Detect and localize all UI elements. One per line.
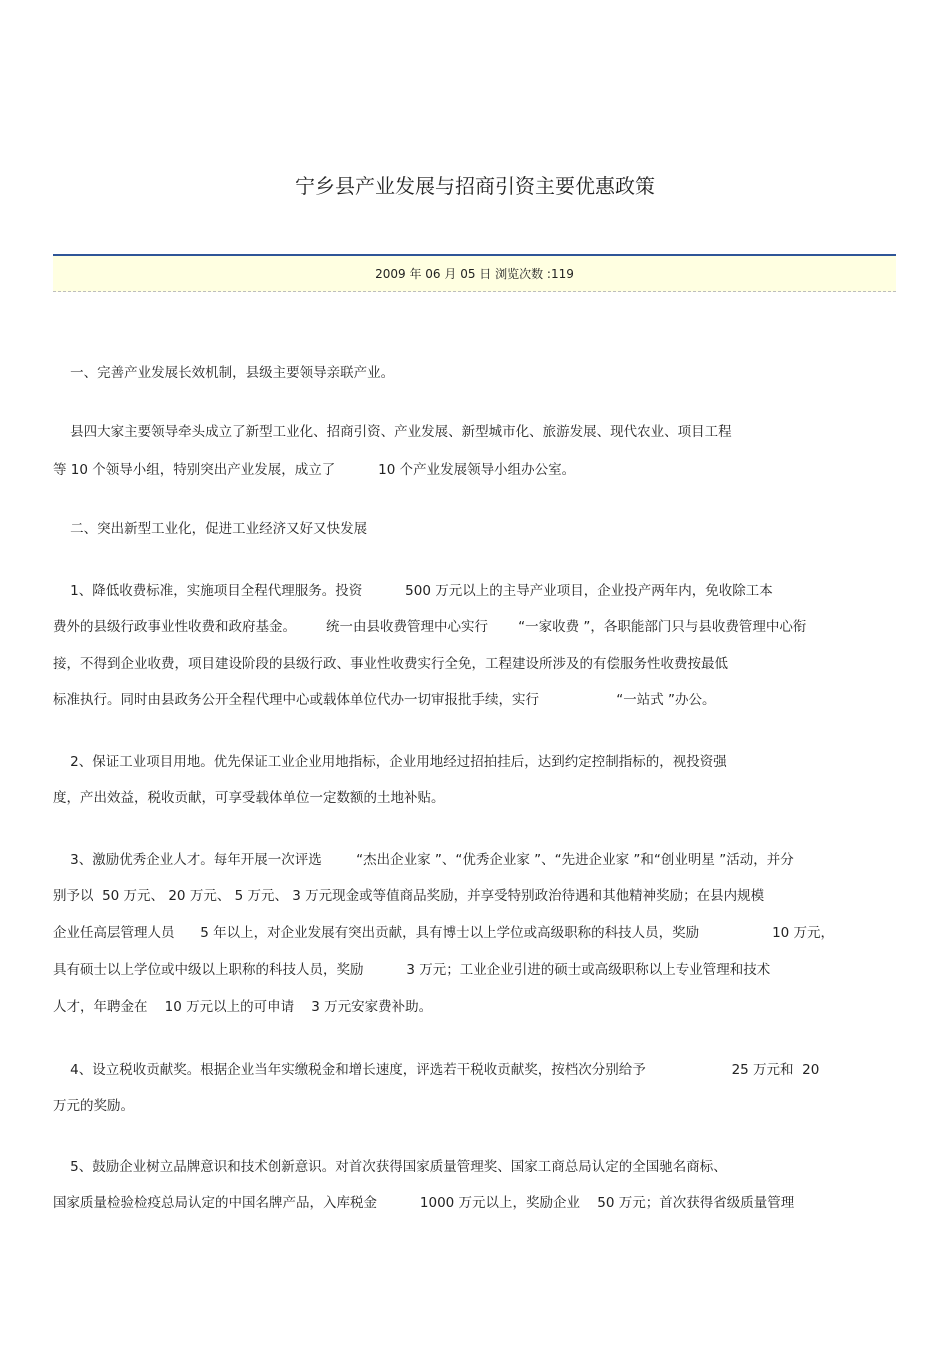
paragraph-line: 标准执行。同时由县政务公开全程代理中心或载体单位代办一切审报批手续，实行 “一站式 ”办公。 bbox=[53, 692, 716, 708]
paragraph-line: 等 10 个领导小组，特别突出产业发展，成立了 10 个产业发展领导小组办公室。 bbox=[53, 462, 576, 478]
article-meta-bar: 2009 年 06 月 05 日 浏览次数 :119 bbox=[53, 254, 896, 292]
paragraph-line: 2、保证工业项目用地。优先保证工业企业用地指标，企业用地经过招拍挂后，达到约定控制指标的，视投资强 bbox=[53, 754, 727, 770]
paragraph-line: 接，不得到企业收费，项目建设阶段的县级行政、事业性收费实行全免，工程建设所涉及的有偿服务性收费按最低 bbox=[53, 656, 728, 672]
paragraph-line: 企业任高层管理人员 5 年以上，对企业发展有突出贡献，具有博士以上学位或高级职称的科技人员，奖励 10 万元， bbox=[53, 925, 835, 941]
paragraph-line: 二、突出新型工业化，促进工业经济又好又快发展 bbox=[53, 521, 368, 537]
paragraph-line: 具有硕士以上学位或中级以上职称的科技人员，奖励 3 万元；工业企业引进的硕士或高级职称以上专业管理和技术 bbox=[53, 962, 771, 978]
paragraph-line: 费外的县级行政事业性收费和政府基金。 统一由县收费管理中心实行 “一家收费 ”，各职能部门只与县收费管理中心衔 bbox=[53, 619, 807, 635]
paragraph-line: 度，产出效益，税收贡献，可享受载体单位一定数额的土地补贴。 bbox=[53, 790, 445, 806]
paragraph-line: 人才，年聘金在 10 万元以上的可申请 3 万元安家费补助。 bbox=[53, 999, 433, 1015]
paragraph-line: 别予以 50 万元、 20 万元、 5 万元、 3 万元现金或等值商品奖励，并享受特别政治待遇和其他精神奖励；在县内规模 bbox=[53, 888, 765, 904]
paragraph-line: 县四大家主要领导牵头成立了新型工业化、招商引资、产业发展、新型城市化、旅游发展、现代农业、项目工程 bbox=[53, 424, 732, 440]
paragraph-line: 4、设立税收贡献奖。根据企业当年实缴税金和增长速度，评选若干税收贡献奖，按档次分别给予 25 万元和 20 bbox=[53, 1062, 820, 1078]
paragraph-line: 3、激励优秀企业人才。每年开展一次评选 “杰出企业家 ”、“优秀企业家 ”、“先进企业家 ”和“创业明星 ”活动，并分 bbox=[53, 852, 794, 868]
page-title: 宁乡县产业发展与招商引资主要优惠政策 bbox=[295, 174, 655, 198]
paragraph-line: 万元的奖励。 bbox=[53, 1098, 134, 1114]
paragraph-line: 国家质量检验检疫总局认定的中国名牌产品，入库税金 1000 万元以上，奖励企业 50 万元；首次获得省级质量管理 bbox=[53, 1195, 795, 1211]
paragraph-line: 一、完善产业发展长效机制，县级主要领导亲联产业。 bbox=[53, 365, 395, 381]
paragraph-line: 5、鼓励企业树立品牌意识和技术创新意识。对首次获得国家质量管理奖、国家工商总局认定的全国驰名商标、 bbox=[53, 1159, 727, 1175]
paragraph-line: 1、降低收费标准，实施项目全程代理服务。投资 500 万元以上的主导产业项目，企业投产两年内，免收除工本 bbox=[53, 583, 773, 599]
